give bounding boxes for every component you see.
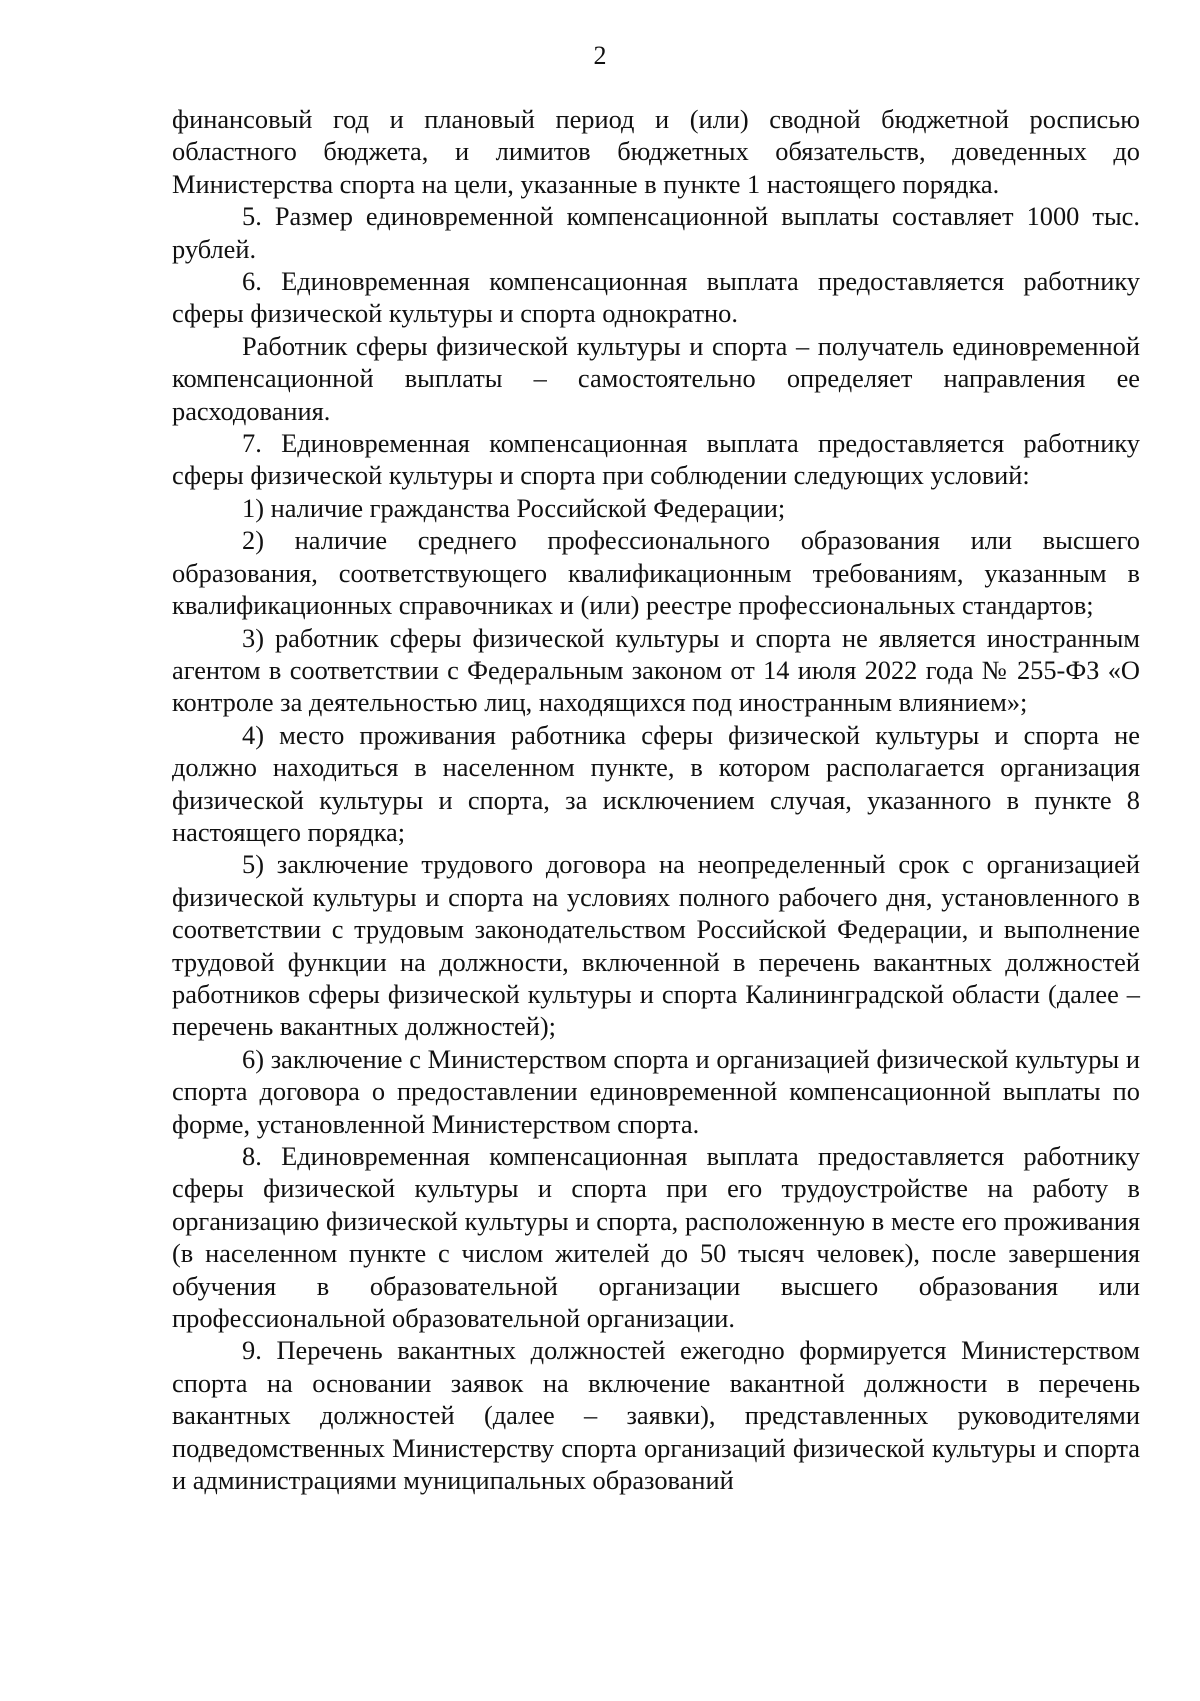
paragraph-condition-4: 4) место проживания работника сферы физической культуры и спорта не должно находиться в населенном пункте, в котором располагается организация физической культуры и спорта, за исключением случая, указанного в пункте 8 настоящего порядка; bbox=[172, 719, 1140, 847]
page-number: 2 bbox=[593, 41, 607, 70]
paragraph-item-6: 6. Единовременная компенсационная выплата предоставляется работнику сферы физической культуры и спорта однократно. bbox=[172, 266, 1140, 329]
paragraph-item-9: 9. Перечень вакантных должностей ежегодно формируется Министерством спорта на основании заявок на включение вакантной должности в перечень вакантных должностей (далее – заявки), представленных руководителями подведомственных Министерству спорта организаций физической культуры и спорта и администрациями муниципальных образований bbox=[172, 1335, 1140, 1496]
paragraph-continuation: финансовый год и плановый период и (или) сводной бюджетной росписью областного бюджета, и лимитов бюджетных обязательств, доведенных до Министерства спорта на цели, указанные в пункте 1 настоящего порядка. bbox=[172, 104, 1140, 199]
paragraph-item-7: 7. Единовременная компенсационная выплата предоставляется работнику сферы физической культуры и спорта при соблюдении следующих условий: bbox=[172, 428, 1140, 491]
paragraph-condition-1: 1) наличие гражданства Российской Федерации; bbox=[242, 492, 786, 523]
paragraph-condition-3: 3) работник сферы физической культуры и спорта не является иностранным агентом в соответствии с Федеральным законом от 14 июля 2022 года № 255-ФЗ «О контроле за деятельностью лиц, находящихся под иностранным влиянием»; bbox=[172, 622, 1140, 718]
paragraph-condition-5: 5) заключение трудового договора на неопределенный срок с организацией физической культуры и спорта на условиях полного рабочего дня, установленного в соответствии с трудовым законодательством Российской Федерации, и выполнение трудовой функции на должности, включенной в перечень вакантных должностей работников сферы физической культуры и спорта Калининградской области (далее – перечень вакантных должностей); bbox=[172, 849, 1140, 1042]
paragraph-item-6-recipient: Работник сферы физической культуры и спорта – получатель единовременной компенсационной выплаты – самостоятельно определяет направления ее расходования. bbox=[172, 330, 1140, 426]
paragraph-item-8: 8. Единовременная компенсационная выплата предоставляется работнику сферы физической культуры и спорта при его трудоустройстве на работу в организацию физической культуры и спорта, расположенную в месте его проживания (в населенном пункте с числом жителей до 50 тысяч человек), после завершения обучения в образовательной организации высшего образования или профессиональной образовательной организации. bbox=[172, 1141, 1140, 1334]
document-body bbox=[172, 103, 1140, 1496]
paragraph-condition-6: 6) заключение с Министерством спорта и организацией физической культуры и спорта договора о предоставлении единовременной компенсационной выплаты по форме, установленной Министерством спорта. bbox=[172, 1043, 1140, 1139]
paragraph-item-5: 5. Размер единовременной компенсационной выплаты составляет 1000 тыс. рублей. bbox=[172, 201, 1140, 264]
paragraph-condition-2: 2) наличие среднего профессионального образования или высшего образования, соответствующего квалификационным требованиям, указанным в квалификационных справочниках и (или) реестре профессиональных стандартов; bbox=[172, 525, 1140, 621]
